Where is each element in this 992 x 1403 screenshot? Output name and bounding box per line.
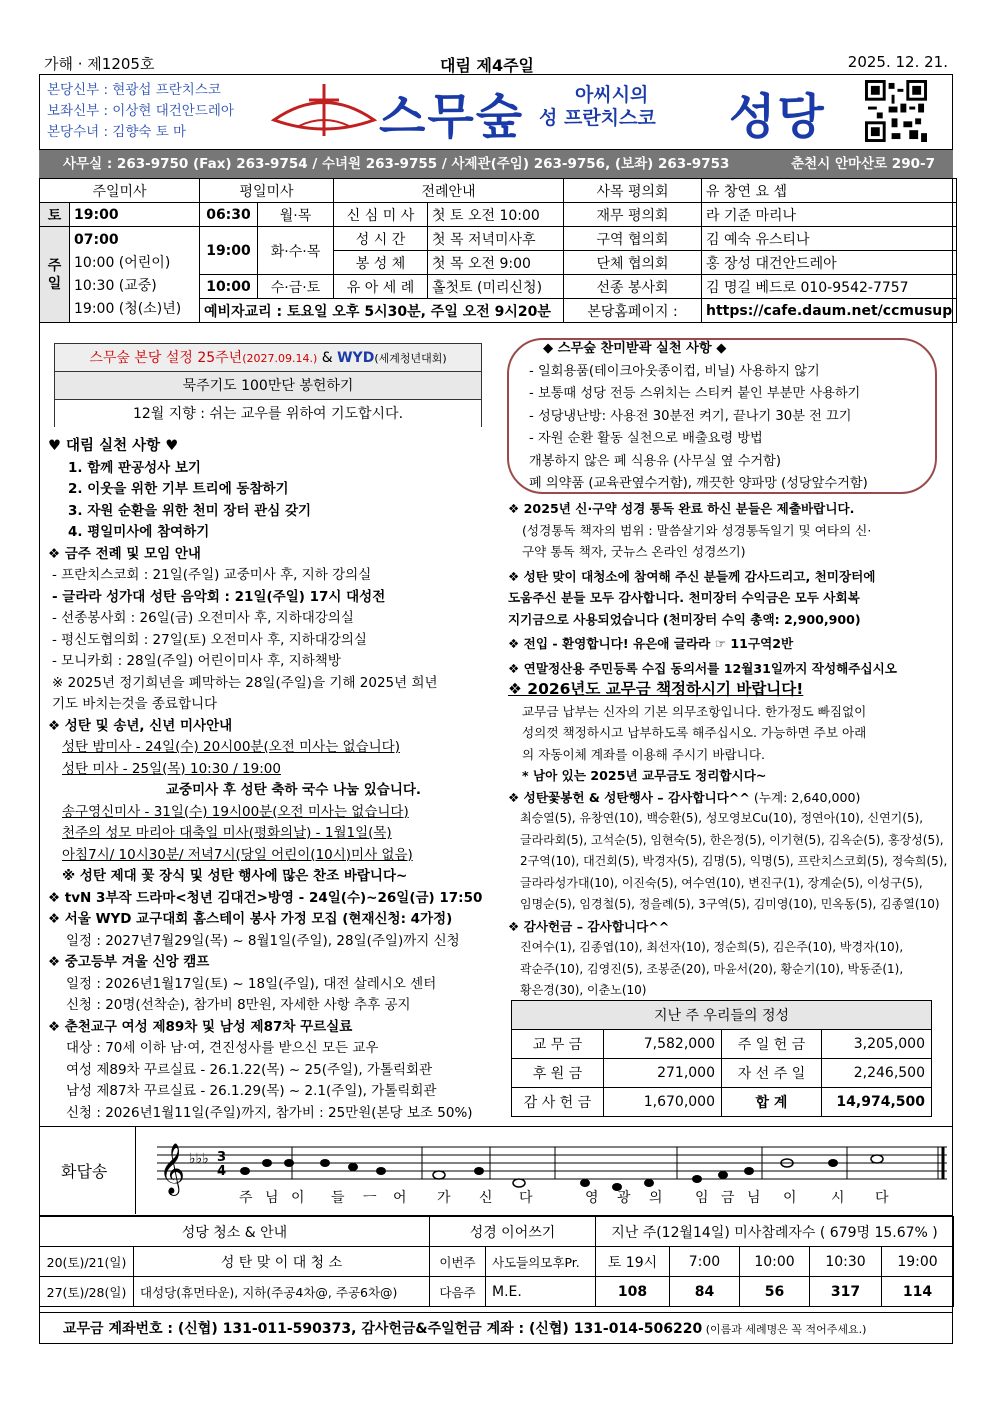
meeting-item: 기도 바치는것을 종료합니다 <box>52 696 218 712</box>
sunday-label: 주일 <box>40 227 70 323</box>
sunday-time: 07:00 <box>74 232 119 248</box>
cursillo-item: 남성 제87차 꾸르실료 - 26.1.29(목) ~ 2.1(주일), 가톨릭회관 <box>66 1083 437 1099</box>
thanks-donors: 진여수(1), 김종엽(10), 최선자(10), 정순희(5), 김은주(10), 박경자(10), <box>520 940 904 954</box>
svg-text:4: 4 <box>217 1164 227 1179</box>
advent-title: ♥ 대림 실천 사항 ♥ <box>48 438 179 454</box>
meeting-title: ❖ 금주 전례 및 모임 안내 <box>48 545 201 562</box>
parish-logo-icon <box>269 80 379 144</box>
anniversary-text: 스무숲 본당 설정 25주년 <box>89 350 243 366</box>
sunday-time: 10:00 (어린이) <box>74 255 171 271</box>
issue-date: 2025. 12. 21. <box>847 53 948 71</box>
advent-item: 3. 자원 순환을 위한 천미 장터 관심 갖기 <box>68 502 312 519</box>
cleaning-line: ❖ 성탄 맞이 대청소에 참여해 주신 분들께 감사드리고, 천미장터에 <box>508 568 876 584</box>
pastoral-council-name: 유 창연 요 셉 <box>702 179 957 203</box>
wyd-text: WYD <box>337 350 375 366</box>
contact-phones: 사무실 : 263-9750 (Fax) 263-9754 / 수녀원 263-9755 / 사제관(주임) 263-9756, (보좌) 263-9753 <box>63 156 730 172</box>
due-title: ❖ 2026년도 교무금 책정하시기 바랍니다! <box>508 680 804 698</box>
homepage-link[interactable]: https://cafe.daum.net/ccmusup <box>702 299 957 323</box>
liturgy-time: 첫 목 저녁미사후 <box>428 227 564 251</box>
flower-heading <box>508 787 947 809</box>
tvn-notice: ❖ tvN 3부작 드라마<청년 김대건>방영 - 24일(수)~26일(금) 17:50 <box>48 889 483 906</box>
christmas-item: 성탄 밤미사 - 24일(수) 20시00분(오전 미사는 없습니다) <box>62 739 400 755</box>
brand-subtitle <box>539 84 656 130</box>
thanks-donors: 황은경(30), 이춘노(10) <box>520 983 647 997</box>
attendance-count: 56 <box>740 1277 810 1307</box>
offering-amount: 1,670,000 <box>604 1088 722 1117</box>
offering-label: 자 선 주 일 <box>722 1059 822 1088</box>
cleaning-line: 도움주신 분들 모두 감사합니다. 천미장터 수익금은 모두 사회복 <box>508 590 860 605</box>
green-practice-line: - 일회용품(테이크아웃종이컵, 비닐) 사용하지 않기 <box>529 363 820 379</box>
weekday-days: 화·수·목 <box>258 227 334 275</box>
offering-label: 후 원 금 <box>512 1059 604 1088</box>
lyric-syllable: 의 <box>649 1190 663 1206</box>
rosary-row: 묵주기도 100만단 봉헌하기 <box>55 372 481 400</box>
bible-item: 구약 통독 책자, 굿뉴스 온라인 성경쓰기) <box>522 544 746 559</box>
anniversary-row <box>55 344 481 372</box>
weekday-time: 10:00 <box>200 275 258 299</box>
wyd-desc: (세계청년대회) <box>374 352 447 365</box>
lyric-syllable: ㅡ <box>363 1190 377 1206</box>
pastoral-council-label: 사목 평의회 <box>564 179 702 203</box>
header <box>39 74 953 150</box>
weekday-days: 수·금·토 <box>258 275 334 299</box>
offering-label: 주 일 헌 금 <box>722 1030 822 1059</box>
sunday-times <box>70 227 200 323</box>
lyric-syllable: 님 <box>747 1190 761 1206</box>
cleaning-date: 27(토)/28(일) <box>40 1277 134 1307</box>
left-column <box>48 436 482 1124</box>
lyric-syllable: 신 <box>479 1190 493 1206</box>
council-name: 김 명길 베드로 010-9542-7757 <box>702 275 957 299</box>
svg-text:𝄞: 𝄞 <box>159 1143 186 1194</box>
christmas-item: 천주의 성모 마리아 대축일 미사(평화의날) - 1월1일(목) <box>62 825 392 841</box>
mass-time: 7:00 <box>670 1247 740 1277</box>
offering-amount: 3,205,000 <box>822 1030 932 1059</box>
weekday-time: 19:00 <box>200 227 258 275</box>
lyric-syllable: 광 <box>617 1190 631 1206</box>
bible-group: 사도들의모후Pr. <box>486 1247 596 1277</box>
camp-item: 일정 : 2026년1월17일(토) ~ 18일(주일), 대전 살레시오 센터 <box>66 975 437 992</box>
council-label: 구역 협의회 <box>564 227 702 251</box>
green-practice-line: - 보통때 성당 전등 스위치는 스티커 붙인 부분만 사용하기 <box>529 386 861 401</box>
green-practice-line: - 자원 순환 활동 실천으로 배출요령 방법 <box>529 431 763 446</box>
parish-address: 춘천시 안마산로 290-7 <box>791 156 935 172</box>
liturgy-time: 첫 목 오전 9:00 <box>428 251 564 275</box>
clergy-pastor: 본당신부 : 현광섭 프란치스코 <box>47 82 221 98</box>
mass-time: 19:00 <box>882 1247 954 1277</box>
bible-title: ❖ 2025년 신·구약 성경 통독 완료 하신 분들은 제출바랍니다. <box>508 501 855 516</box>
wyd-item: 일정 : 2027년7월29일(목) ~ 8월1일(주일), 28일(주일)까지 신청 <box>66 932 460 949</box>
liturgy-header: 전례안내 <box>334 179 564 203</box>
bible-group: M.E. <box>486 1277 596 1307</box>
offering-amount: 271,000 <box>604 1059 722 1088</box>
brand-name-1: 스무숲 <box>379 89 525 145</box>
intention-row: 12월 지향 : 쉬는 교우를 위하여 기도합시다. <box>55 400 481 428</box>
green-practice-line: 폐 의약품 (교육관옆수거함), 깨끗한 양파망 (성당앞수거함) <box>529 476 868 491</box>
masthead-line <box>40 50 952 74</box>
mass-time: 토 19시 <box>596 1247 670 1277</box>
lyric-syllable: 주 <box>239 1190 253 1206</box>
schedule-table <box>39 178 957 323</box>
liturgy-name: 신 심 미 사 <box>334 203 428 227</box>
lyric-syllable: 이 <box>783 1190 797 1206</box>
saturday-label: 토 <box>40 203 70 227</box>
camp-title: ❖ 중고등부 겨울 신앙 캠프 <box>48 954 210 970</box>
green-practice-line: - 성당냉난방: 사용전 30분전 켜기, 끝나기 30분 전 끄기 <box>529 408 852 424</box>
lyric-syllable: 님 <box>265 1190 279 1206</box>
offering-label: 감 사 헌 금 <box>512 1088 604 1117</box>
psalm-label: 화답송 <box>61 1162 108 1181</box>
offering-title: 지난 주 우리들의 정성 <box>512 1001 932 1030</box>
council-name: 홍 장성 대건안드레아 <box>702 251 957 275</box>
flower-total: (누계: 2,640,000) <box>749 789 861 805</box>
clergy-list <box>47 80 234 143</box>
cursillo-item: 신청 : 2026년1월11일(주일)까지, 참가비 : 25만원(본당 보조 50%) <box>66 1104 473 1121</box>
council-label: 단체 협의회 <box>564 251 702 275</box>
due-item: 의 자동이체 계좌를 이용해 주시기 바랍니다. <box>522 746 765 762</box>
mass-time: 10:30 <box>810 1247 882 1277</box>
contact-bar <box>39 150 953 178</box>
lyric-syllable: 다 <box>875 1190 889 1206</box>
offering-table <box>511 1000 932 1117</box>
offering-total: 14,974,500 <box>822 1088 932 1117</box>
mass-time: 10:00 <box>740 1247 810 1277</box>
flower-donors: 임명순(5), 임경철(5), 정을례(5), 3구역(5), 김미영(10), 민옥동(5), 김종열(10) <box>520 897 940 911</box>
liturgy-name: 유 아 세 례 <box>334 275 428 299</box>
offering-amount: 2,246,500 <box>822 1059 932 1088</box>
qr-code-icon[interactable] <box>865 80 927 142</box>
anniversary-date: (2027.09.14.) <box>242 352 318 365</box>
lyric-syllable: 영 <box>585 1190 599 1206</box>
due-item: 성의껏 책정하시고 납부하도록 해주십시오. 가능하면 주보 아래 <box>522 725 867 740</box>
divider <box>135 1127 136 1214</box>
attendance-count: 108 <box>596 1277 670 1307</box>
cleaning-line: 지기금으로 사용되었습니다 (천미장터 수익 총액: 2,900,900) <box>508 611 861 627</box>
svg-text:3: 3 <box>217 1150 227 1165</box>
bible-week: 다음주 <box>430 1277 486 1307</box>
brand-sub-line2: 성 프란치스코 <box>539 107 656 129</box>
cursillo-title: ❖ 춘천교구 여성 제89차 및 남성 제87차 꾸르실료 <box>48 1018 353 1035</box>
meeting-item: ※ 2025년 정기희년을 폐막하는 28일(주일)을 기해 2025년 희년 <box>52 674 438 691</box>
attendance-header: 지난 주(12월14일) 미사참례자수 ( 679명 15.67% ) <box>596 1217 954 1247</box>
meeting-item: - 평신도협의회 : 27일(토) 오전미사 후, 지하대강의실 <box>52 631 367 648</box>
advent-item: 4. 평일미사에 참여하기 <box>68 524 210 540</box>
christmas-item: 교중미사 후 성탄 축하 국수 나눔 있습니다. <box>166 782 422 798</box>
advent-item: 1. 함께 판공성사 보기 <box>68 459 201 476</box>
tax-notice: ❖ 연말정산용 주민등록 수집 동의서를 12월31일까지 작성해주십시오 <box>508 660 897 676</box>
council-label: 선종 봉사회 <box>564 275 702 299</box>
flower-donors: 글라라성가대(10), 이진숙(5), 여수연(10), 변진구(1), 장계순(5), 이성구(5), <box>520 875 923 890</box>
wyd-title: ❖ 서울 WYD 교구대회 홈스테이 봉사 가정 모집 (현재신청: 4가정) <box>48 911 453 927</box>
cleaning-attendance-table <box>39 1216 954 1307</box>
right-column <box>508 498 947 1002</box>
anniversary-box <box>54 343 482 427</box>
cursillo-item: 대상 : 70세 이하 남·여, 견진성사를 받으신 모든 교우 <box>66 1040 379 1056</box>
attendance-count: 317 <box>810 1277 882 1307</box>
christmas-item: 송구영신미사 - 31일(수) 19시00분(오전 미사는 없습니다) <box>62 803 409 820</box>
clergy-sister: 본당수녀 : 김향숙 토 마 <box>47 124 187 140</box>
bible-week: 이번주 <box>430 1247 486 1277</box>
meeting-item: - 모니카회 : 28일(주일) 어린이미사 후, 지하책방 <box>52 653 341 669</box>
lyric-syllable: 가 <box>437 1190 451 1206</box>
lyric-syllable: 다 <box>519 1190 533 1206</box>
liturgy-time: 첫 토 오전 10:00 <box>428 203 564 227</box>
lyric-syllable: 어 <box>393 1190 407 1206</box>
cleaning-header: 성당 청소 & 안내 <box>40 1217 430 1247</box>
catechism-info: 예비자교리 : 토요일 오후 5시30분, 주일 오전 9시20분 <box>200 299 564 323</box>
advent-item: 2. 이웃을 위한 기부 트리에 동참하기 <box>68 481 289 497</box>
lyric-syllable: 이 <box>291 1190 305 1206</box>
clergy-assistant: 보좌신부 : 이상현 대건안드레아 <box>47 103 234 119</box>
christmas-item: 성탄 미사 - 25일(목) 10:30 / 19:00 <box>62 760 281 777</box>
thanks-donors: 곽순주(10), 김영진(5), 조봉준(20), 마윤서(20), 황순기(10), 박동준(1), <box>520 961 904 976</box>
weekday-mass-header: 평일미사 <box>200 179 334 203</box>
council-label: 재무 평의회 <box>564 203 702 227</box>
council-name: 김 예숙 유스티나 <box>702 227 957 251</box>
due-item: 교무금 납부는 신자의 기본 의무조항입니다. 한가정도 빠짐없이 <box>522 703 867 719</box>
lyric-syllable: 들 <box>331 1190 345 1206</box>
flower-donors: 2구역(10), 대건회(5), 박경자(5), 김명(5), 익명(5), 프란치스코회(5), 정숙희(5), <box>520 854 948 868</box>
offering-total-label: 합 계 <box>722 1088 822 1117</box>
issue-number: 가해 · 제1205호 <box>44 55 155 73</box>
anniversary-amp: & <box>317 350 338 366</box>
flower-title: ❖ 성탄꽃봉헌 & 성탄행사 – 감사합니다^^ <box>508 789 750 805</box>
christmas-item: 아침7시/ 10시30분/ 저녁7시(당일 어린이(10시)미사 없음) <box>62 846 413 863</box>
christmas-title: ❖ 성탄 및 송년, 신년 미사안내 <box>48 717 233 734</box>
sunday-time: 10:30 (교중) <box>74 278 157 294</box>
account-numbers: 교무금 계좌번호 : (신협) 131-011-590373, 감사헌금&주일헌금 계좌 : (신협) 131-014-506220 <box>63 1321 703 1337</box>
liturgy-name: 성 시 간 <box>334 227 428 251</box>
lyric-syllable: 임 <box>695 1190 709 1206</box>
saturday-time: 19:00 <box>70 203 200 227</box>
thanks-title: ❖ 감사헌금 – 감사합니다^^ <box>508 918 670 934</box>
lyric-syllable: 시 <box>831 1190 845 1206</box>
bible-copy-header: 성경 이어쓰기 <box>430 1217 596 1247</box>
liturgical-title: 대림 제4주일 <box>440 56 534 75</box>
green-practice-content <box>529 338 868 496</box>
cursillo-item: 여성 제89차 꾸르실료 - 26.1.22(목) ~ 25(주일), 가톨릭회관 <box>66 1061 433 1078</box>
offering-label: 교 무 금 <box>512 1030 604 1059</box>
cleaning-date: 20(토)/21(일) <box>40 1247 134 1277</box>
brand-name-2: 성당 <box>729 89 826 145</box>
attendance-count: 84 <box>670 1277 740 1307</box>
liturgy-name: 봉 성 체 <box>334 251 428 275</box>
welcome-notice: ❖ 전입 - 환영합니다! 유은애 글라라 ☞ 11구역2반 <box>508 636 794 651</box>
weekday-time: 06:30 <box>200 203 258 227</box>
liturgy-time: 홀첫토 (미리신청) <box>428 275 564 299</box>
camp-item: 신청 : 20명(선착순), 참가비 8만원, 자세한 사항 추후 공지 <box>66 997 411 1013</box>
homepage-label: 본당홈페이지 : <box>564 299 702 323</box>
council-name: 라 기준 마리나 <box>702 203 957 227</box>
green-practice-title: ◆ 스무숲 찬미받곽 실천 사항 ◆ <box>543 341 727 356</box>
due-item: * 남아 있는 2025년 교무금도 정리합시다~ <box>522 768 767 783</box>
green-practice-box <box>507 338 937 494</box>
green-practice-line: 개봉하지 않은 폐 식용유 (사무실 옆 수거함) <box>529 453 782 469</box>
brand-sub-line1: 아씨시의 <box>575 84 649 106</box>
bank-account-info <box>39 1312 953 1344</box>
lyric-syllable: 금 <box>721 1190 735 1206</box>
sunday-mass-header: 주일미사 <box>40 179 200 203</box>
meeting-item: - 선종봉사회 : 26일(금) 오전미사 후, 지하대강의실 <box>52 610 354 626</box>
weekday-days: 월·목 <box>258 203 334 227</box>
svg-text:♭♭♭: ♭♭♭ <box>189 1151 209 1167</box>
sunday-time: 19:00 (청(소)년) <box>74 301 182 317</box>
meeting-item: - 프란치스코회 : 21일(주일) 교중미사 후, 지하 강의실 <box>52 567 372 583</box>
account-note: (이름과 세례명은 꼭 적어주세요.) <box>702 1323 867 1336</box>
psalm-response <box>39 1126 953 1216</box>
cleaning-task: 성 탄 맞 이 대 청 소 <box>134 1247 430 1277</box>
flower-donors: 최승열(5), 유창연(10), 백승환(5), 성모영보Cu(10), 정연아(10), 신연기(5), <box>520 811 924 825</box>
offering-amount: 7,582,000 <box>604 1030 722 1059</box>
flower-donors: 글라라회(5), 고석순(5), 임현숙(5), 한은정(5), 이기현(5), 김옥순(5), 홍장성(5), <box>520 832 944 847</box>
meeting-item: - 글라라 성가대 성탄 음악회 : 21일(주일) 17시 대성전 <box>52 588 386 605</box>
bible-item: (성경통독 책자의 범위 : 말씀살기와 성경통독일기 및 여타의 신· <box>522 522 872 538</box>
attendance-count: 114 <box>882 1277 954 1307</box>
cleaning-task: 대성당(휴먼타운), 지하(주공4차@, 주공6차@) <box>134 1277 430 1307</box>
christmas-item: ※ 성탄 제대 꽃 장식 및 성탄 행사에 많은 찬조 바랍니다~ <box>62 868 408 884</box>
